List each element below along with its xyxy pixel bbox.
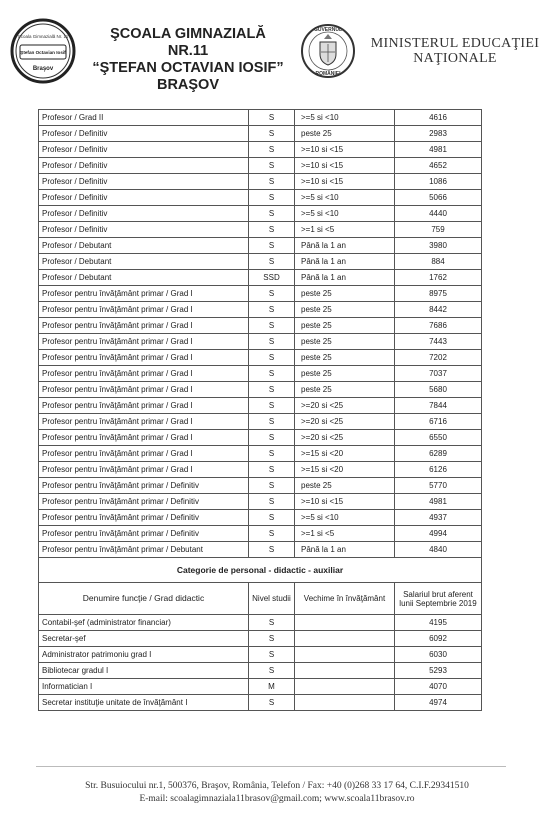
cell-salary: 6550 bbox=[395, 430, 482, 446]
cell-salary: 8975 bbox=[395, 286, 482, 302]
cell-salary: 5680 bbox=[395, 382, 482, 398]
cell-salary: 8442 bbox=[395, 302, 482, 318]
cell-education: S bbox=[249, 446, 295, 462]
cell-function: Profesor / Definitiv bbox=[39, 222, 249, 238]
cell-education: S bbox=[249, 254, 295, 270]
cell-function: Profesor / Definitiv bbox=[39, 174, 249, 190]
cell-function: Profesor / Debutant bbox=[39, 270, 249, 286]
cell-seniority: >=10 si <15 bbox=[295, 142, 395, 158]
table-row bbox=[39, 270, 482, 286]
cell-function: Profesor pentru învăţământ primar / Grad I bbox=[39, 302, 249, 318]
cell-education: S bbox=[249, 206, 295, 222]
cell-seniority: peste 25 bbox=[295, 382, 395, 398]
cell-function: Profesor pentru învăţământ primar / Grad I bbox=[39, 446, 249, 462]
cell-function: Profesor / Debutant bbox=[39, 254, 249, 270]
cell-education: S bbox=[249, 615, 295, 631]
cell-function: Profesor pentru învăţământ primar / Debutant bbox=[39, 542, 249, 558]
section-header-row bbox=[39, 558, 482, 583]
cell-education: S bbox=[249, 695, 295, 711]
cell-education: S bbox=[249, 238, 295, 254]
cell-education: S bbox=[249, 478, 295, 494]
table-row bbox=[39, 366, 482, 382]
cell-seniority: peste 25 bbox=[295, 302, 395, 318]
cell-seniority bbox=[295, 647, 395, 663]
table-row bbox=[39, 174, 482, 190]
cell-seniority bbox=[295, 679, 395, 695]
column-header-salary: Salariul brut aferent lunii Septembrie 2019 bbox=[395, 583, 482, 615]
table-row bbox=[39, 158, 482, 174]
ministry-name bbox=[370, 36, 540, 66]
seal-text-bottom: ROMÂNIEI bbox=[315, 71, 341, 77]
cell-salary: 6289 bbox=[395, 446, 482, 462]
section-title: Categorie de personal - didactic - auxiliar bbox=[39, 558, 482, 583]
column-header-seniority: Vechime în învăţământ bbox=[295, 583, 395, 615]
cell-function: Profesor pentru învăţământ primar / Grad I bbox=[39, 414, 249, 430]
table-row bbox=[39, 238, 482, 254]
cell-education: SSD bbox=[249, 270, 295, 286]
cell-seniority: peste 25 bbox=[295, 334, 395, 350]
cell-function: Profesor pentru învăţământ primar / Grad I bbox=[39, 382, 249, 398]
table-row bbox=[39, 318, 482, 334]
table-row bbox=[39, 254, 482, 270]
cell-seniority: >=1 si <5 bbox=[295, 526, 395, 542]
cell-education: S bbox=[249, 398, 295, 414]
column-header-row bbox=[39, 583, 482, 615]
cell-seniority: peste 25 bbox=[295, 478, 395, 494]
cell-education: S bbox=[249, 318, 295, 334]
cell-seniority: >=20 si <25 bbox=[295, 414, 395, 430]
cell-salary: 884 bbox=[395, 254, 482, 270]
cell-salary: 6716 bbox=[395, 414, 482, 430]
cell-education: S bbox=[249, 631, 295, 647]
cell-seniority: >=5 si <10 bbox=[295, 206, 395, 222]
cell-function: Profesor pentru învăţământ primar / Definitiv bbox=[39, 478, 249, 494]
table-row bbox=[39, 615, 482, 631]
table-row bbox=[39, 510, 482, 526]
ministry-name-line1: MINISTERUL EDUCAŢIEI bbox=[370, 36, 540, 51]
cell-function: Profesor / Definitiv bbox=[39, 126, 249, 142]
cell-education: S bbox=[249, 350, 295, 366]
table-row bbox=[39, 695, 482, 711]
table-row bbox=[39, 190, 482, 206]
cell-seniority bbox=[295, 663, 395, 679]
seal-text-top: GUVERNUL bbox=[313, 27, 343, 33]
cell-salary: 4937 bbox=[395, 510, 482, 526]
cell-function: Profesor pentru învăţământ primar / Grad I bbox=[39, 462, 249, 478]
cell-function: Profesor / Definitiv bbox=[39, 190, 249, 206]
cell-function: Profesor / Definitiv bbox=[39, 142, 249, 158]
cell-education: S bbox=[249, 334, 295, 350]
cell-education: S bbox=[249, 126, 295, 142]
cell-seniority: peste 25 bbox=[295, 126, 395, 142]
government-seal-icon bbox=[300, 22, 356, 80]
cell-seniority: peste 25 bbox=[295, 286, 395, 302]
cell-education: M bbox=[249, 679, 295, 695]
table-row bbox=[39, 526, 482, 542]
cell-education: S bbox=[249, 494, 295, 510]
cell-education: S bbox=[249, 174, 295, 190]
ministry-name-line2: NAŢIONALE bbox=[413, 51, 497, 66]
cell-salary: 759 bbox=[395, 222, 482, 238]
cell-salary: 4440 bbox=[395, 206, 482, 222]
school-name-line2: “ŞTEFAN OCTAVIAN IOSIF” bbox=[92, 60, 284, 76]
cell-salary: 7443 bbox=[395, 334, 482, 350]
table-row bbox=[39, 631, 482, 647]
cell-function: Informatician I bbox=[39, 679, 249, 695]
footer-contact: E-mail: scoalagimnaziala11brasov@gmail.com; www.scoala11brasov.ro bbox=[139, 794, 415, 804]
cell-seniority: >=15 si <20 bbox=[295, 462, 395, 478]
cell-salary: 4974 bbox=[395, 695, 482, 711]
cell-salary: 4652 bbox=[395, 158, 482, 174]
cell-salary: 5066 bbox=[395, 190, 482, 206]
cell-education: S bbox=[249, 526, 295, 542]
cell-function: Bibliotecar gradul I bbox=[39, 663, 249, 679]
cell-education: S bbox=[249, 462, 295, 478]
cell-salary: 5770 bbox=[395, 478, 482, 494]
cell-seniority: >=20 si <25 bbox=[295, 430, 395, 446]
column-header-function: Denumire funcţie / Grad didactic bbox=[39, 583, 249, 615]
cell-function: Profesor / Debutant bbox=[39, 238, 249, 254]
table-row bbox=[39, 350, 482, 366]
cell-education: S bbox=[249, 110, 295, 126]
logo-text-bottom: Braşov bbox=[32, 66, 54, 72]
cell-function: Administrator patrimoniu grad I bbox=[39, 647, 249, 663]
table-row bbox=[39, 446, 482, 462]
cell-seniority: >=20 si <25 bbox=[295, 398, 395, 414]
cell-salary: 1086 bbox=[395, 174, 482, 190]
table-row bbox=[39, 302, 482, 318]
cell-seniority: Până la 1 an bbox=[295, 254, 395, 270]
table-row bbox=[39, 414, 482, 430]
cell-salary: 4616 bbox=[395, 110, 482, 126]
school-name-line3: BRAŞOV bbox=[156, 77, 220, 93]
cell-salary: 6092 bbox=[395, 631, 482, 647]
cell-seniority: peste 25 bbox=[295, 318, 395, 334]
cell-function: Profesor pentru învăţământ primar / Grad I bbox=[39, 318, 249, 334]
cell-education: S bbox=[249, 302, 295, 318]
cell-salary: 4981 bbox=[395, 142, 482, 158]
cell-seniority: >=10 si <15 bbox=[295, 494, 395, 510]
cell-function: Profesor pentru învăţământ primar / Definitiv bbox=[39, 494, 249, 510]
cell-seniority: peste 25 bbox=[295, 366, 395, 382]
cell-seniority: >=5 si <10 bbox=[295, 510, 395, 526]
cell-seniority: >=15 si <20 bbox=[295, 446, 395, 462]
cell-salary: 4981 bbox=[395, 494, 482, 510]
cell-function: Profesor / Definitiv bbox=[39, 206, 249, 222]
table-row bbox=[39, 478, 482, 494]
table-row bbox=[39, 542, 482, 558]
table-row bbox=[39, 647, 482, 663]
footer-divider bbox=[36, 766, 506, 767]
cell-salary: 7037 bbox=[395, 366, 482, 382]
cell-seniority bbox=[295, 615, 395, 631]
table-row bbox=[39, 286, 482, 302]
cell-seniority bbox=[295, 631, 395, 647]
cell-function: Profesor pentru învăţământ primar / Grad I bbox=[39, 398, 249, 414]
cell-education: S bbox=[249, 510, 295, 526]
cell-salary: 4840 bbox=[395, 542, 482, 558]
cell-function: Profesor pentru învăţământ primar / Definitiv bbox=[39, 526, 249, 542]
cell-salary: 4994 bbox=[395, 526, 482, 542]
school-name bbox=[88, 26, 288, 94]
footer-address: Str. Busuiocului nr.1, 500376, Braşov, România, Telefon / Fax: +40 (0)268 33 17 64, C.I.F.29341510 bbox=[85, 781, 469, 791]
cell-seniority: >=5 si <10 bbox=[295, 110, 395, 126]
cell-function: Contabil-şef (administrator financiar) bbox=[39, 615, 249, 631]
table-row bbox=[39, 494, 482, 510]
cell-education: S bbox=[249, 542, 295, 558]
cell-salary: 4195 bbox=[395, 615, 482, 631]
cell-seniority: Până la 1 an bbox=[295, 238, 395, 254]
table-row bbox=[39, 126, 482, 142]
cell-education: S bbox=[249, 414, 295, 430]
cell-function: Profesor / Grad II bbox=[39, 110, 249, 126]
cell-function: Secretar instituţie unitate de învăţământ I bbox=[39, 695, 249, 711]
cell-seniority: peste 25 bbox=[295, 350, 395, 366]
cell-salary: 5293 bbox=[395, 663, 482, 679]
cell-education: S bbox=[249, 190, 295, 206]
cell-education: S bbox=[249, 158, 295, 174]
cell-salary: 6126 bbox=[395, 462, 482, 478]
logo-text-top: Şcoala Gimnazială Nr. 11 bbox=[17, 34, 69, 39]
letterhead bbox=[0, 0, 554, 100]
table-row bbox=[39, 663, 482, 679]
table-row bbox=[39, 679, 482, 695]
cell-function: Profesor pentru învăţământ primar / Grad I bbox=[39, 334, 249, 350]
cell-seniority: Până la 1 an bbox=[295, 270, 395, 286]
cell-seniority: >=10 si <15 bbox=[295, 174, 395, 190]
cell-education: S bbox=[249, 382, 295, 398]
table-row bbox=[39, 222, 482, 238]
cell-function: Profesor pentru învăţământ primar / Grad I bbox=[39, 286, 249, 302]
cell-education: S bbox=[249, 142, 295, 158]
teaching-staff-rows bbox=[39, 110, 482, 558]
table-row bbox=[39, 430, 482, 446]
footer bbox=[0, 780, 554, 806]
cell-education: S bbox=[249, 663, 295, 679]
cell-salary: 7686 bbox=[395, 318, 482, 334]
cell-seniority: Până la 1 an bbox=[295, 542, 395, 558]
table-row bbox=[39, 462, 482, 478]
cell-education: S bbox=[249, 430, 295, 446]
cell-seniority: >=1 si <5 bbox=[295, 222, 395, 238]
cell-education: S bbox=[249, 647, 295, 663]
cell-seniority bbox=[295, 695, 395, 711]
cell-education: S bbox=[249, 366, 295, 382]
cell-salary: 1762 bbox=[395, 270, 482, 286]
cell-seniority: >=5 si <10 bbox=[295, 190, 395, 206]
cell-salary: 2983 bbox=[395, 126, 482, 142]
cell-function: Profesor pentru învăţământ primar / Grad I bbox=[39, 366, 249, 382]
table-row bbox=[39, 206, 482, 222]
cell-salary: 6030 bbox=[395, 647, 482, 663]
school-name-line1: ŞCOALA GIMNAZIALĂ NR.11 bbox=[110, 26, 266, 59]
auxiliary-staff-rows bbox=[39, 615, 482, 711]
cell-seniority: >=10 si <15 bbox=[295, 158, 395, 174]
table-row bbox=[39, 334, 482, 350]
table-row bbox=[39, 398, 482, 414]
logo-text-mid: Ştefan Octavian Iosif bbox=[20, 50, 66, 55]
school-logo bbox=[10, 18, 76, 84]
cell-function: Profesor pentru învăţământ primar / Grad I bbox=[39, 430, 249, 446]
cell-function: Profesor pentru învăţământ primar / Grad I bbox=[39, 350, 249, 366]
cell-function: Profesor / Definitiv bbox=[39, 158, 249, 174]
cell-education: S bbox=[249, 286, 295, 302]
cell-education: S bbox=[249, 222, 295, 238]
cell-function: Profesor pentru învăţământ primar / Definitiv bbox=[39, 510, 249, 526]
table-row bbox=[39, 110, 482, 126]
cell-function: Secretar-şef bbox=[39, 631, 249, 647]
cell-salary: 4070 bbox=[395, 679, 482, 695]
column-header-education: Nivel studii bbox=[249, 583, 295, 615]
cell-salary: 7844 bbox=[395, 398, 482, 414]
cell-salary: 7202 bbox=[395, 350, 482, 366]
salary-table bbox=[38, 109, 482, 711]
table-row bbox=[39, 142, 482, 158]
table-row bbox=[39, 382, 482, 398]
cell-salary: 3980 bbox=[395, 238, 482, 254]
